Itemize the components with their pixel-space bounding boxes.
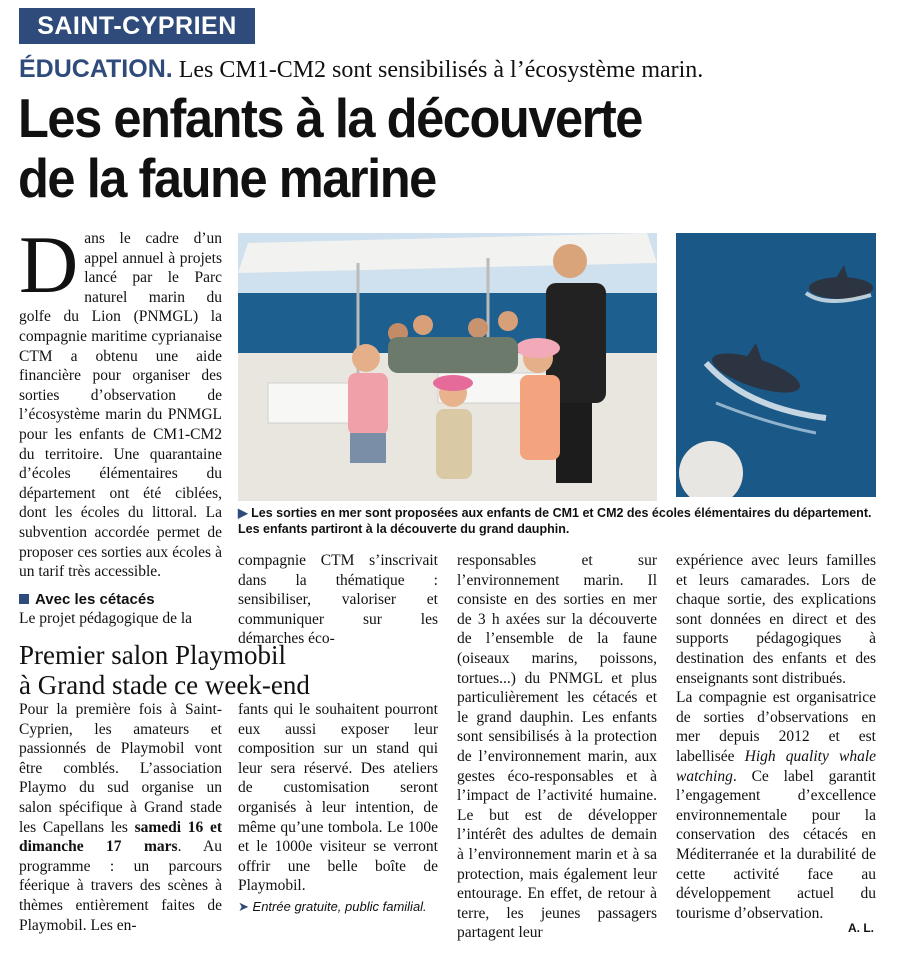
cetaces-subtitle xyxy=(19,590,222,610)
label-name: High quality whale watching xyxy=(676,747,877,785)
salon-text-2: fants qui le souhaitent pourront eux aussi exposer leur composition sur un stand qui leur sera réservé. Des ateliers de customisation seront organisés à leur intention, de même qu’une tombola. Le 100e et le 1000e visiteur se verront offrir une belle boîte de Playmobil. xyxy=(238,701,438,895)
article-column-3 xyxy=(457,551,657,943)
salon-info-text: Entrée gratuite, public familial. xyxy=(252,898,427,914)
cetaces-text-1: Le projet pédagogique de la xyxy=(19,610,193,628)
salon-title xyxy=(19,640,449,700)
intro-paragraph xyxy=(19,219,222,582)
dolphins-photo-illustration xyxy=(676,233,876,497)
category-label: ÉDUCATION. xyxy=(19,55,173,83)
photo-caption-text: Les sorties en mer sont proposées aux enfants de CM1 et CM2 des écoles élémentaires du département. Les enfants partiront à la découverte du grand dauphin. xyxy=(238,506,872,536)
article-column-2 xyxy=(238,551,438,649)
salon-title-line-1: Premier salon Playmobil xyxy=(19,640,286,670)
caption-triangle-icon: ▶ xyxy=(238,506,248,520)
headline-line-2: de la faune marine xyxy=(18,147,436,209)
article-column-1 xyxy=(19,219,222,629)
photo-caption xyxy=(238,506,878,537)
col3-text: responsables et sur l’environnement marin. Il consiste en des sorties en mer de 3 h axées sur la découverte de l’ensemble de la faune (oiseaux marins, poissons, tortues...) du PNMGL et plus particulièrement les cétacés et le grand dauphin. Les enfants sont sensibilisés à la protection de l’environnement marin, aux gestes éco-responsables et à l’impact de l’activité humaine. Le but est de développer l’intérêt des adultes de demain à l’environnement marin et à sa protection, mais également leur entourage. En effet, de retour à terre, les jeunes passagers partagent leur xyxy=(457,552,657,942)
salon-text-1 xyxy=(19,700,222,935)
salon-column-1 xyxy=(19,700,222,935)
intro-text: ans le cadre d’un appel annuel à projets lancé par le Parc naturel marin du golfe du Lion (PNMGL) la compagnie maritime cyprianaise CTM a obtenu une aide financière pour organiser des sorties d’observation de l’écosystème marin du PNMGL pour les enfants de CM1-CM2 du territoire. Une quarantaine d’écoles élémentaires du département ont été ciblées, dont les écoles du littoral. La subvention accordée permet de proposer ces sorties aux écoles à un tarif très accessible. xyxy=(19,230,222,581)
col4-text-2a: La compagnie est organisatrice de sorties d’observations en mer depuis 2012 et est labellisée xyxy=(676,689,876,765)
cetaces-subtitle-text: Avec les cétacés xyxy=(35,590,155,608)
article-column-4 xyxy=(676,551,876,923)
cetaces-text-2: compagnie CTM s’inscrivait dans la thématique : sensibiliser, valoriser et communiquer sur les démarches éco- xyxy=(238,552,438,648)
bullet-square-icon xyxy=(19,594,29,604)
dropcap: D xyxy=(19,219,79,310)
headline-line-1: Les enfants à la découverte xyxy=(18,87,642,149)
subhead-text: Les CM1-CM2 sont sensibilisés à l’écosystème marin. xyxy=(178,57,704,83)
section-kicker: SAINT-CYPRIEN xyxy=(19,8,255,44)
boat-photo xyxy=(238,233,657,501)
col4-text-2b: . Ce label garantit l’engagement d’excellence environnementale pour la conservation des cétacés en Méditerranée et la durabilité de cette activité face au développement actuel du tourisme d’observation. xyxy=(676,767,876,922)
salon-text-1a: Pour la première fois à Saint-Cyprien, les amateurs et passionnés de Playmobil vont être comblés. L’association Playmo du sud organise un salon spécifique à Grand stade les Capellans les xyxy=(19,701,222,836)
col4-text-2 xyxy=(676,688,876,923)
author-signature: A. L. xyxy=(848,921,874,935)
salon-dates: samedi 16 et dimanche 17 mars xyxy=(19,818,222,856)
boat-photo-illustration xyxy=(238,233,657,501)
arrow-right-icon: ➤ xyxy=(238,898,249,914)
headline xyxy=(18,88,818,208)
dolphins-photo xyxy=(676,233,876,497)
subhead xyxy=(19,53,703,86)
salon-info xyxy=(238,898,438,915)
salon-column-2 xyxy=(238,700,438,915)
salon-text-1b: . Au programme : un parcours féerique à travers des scènes à thèmes entièrement faites de Playmobil. Les en- xyxy=(19,838,222,934)
col4-text-1: expérience avec leurs familles et leurs camarades. Lors de chaque sortie, des explications sont données en direct et des supports pédagogiques à destination des enfants et des enseignants sont distribués. xyxy=(676,552,876,687)
salon-title-line-2: à Grand stade ce week-end xyxy=(19,670,310,700)
